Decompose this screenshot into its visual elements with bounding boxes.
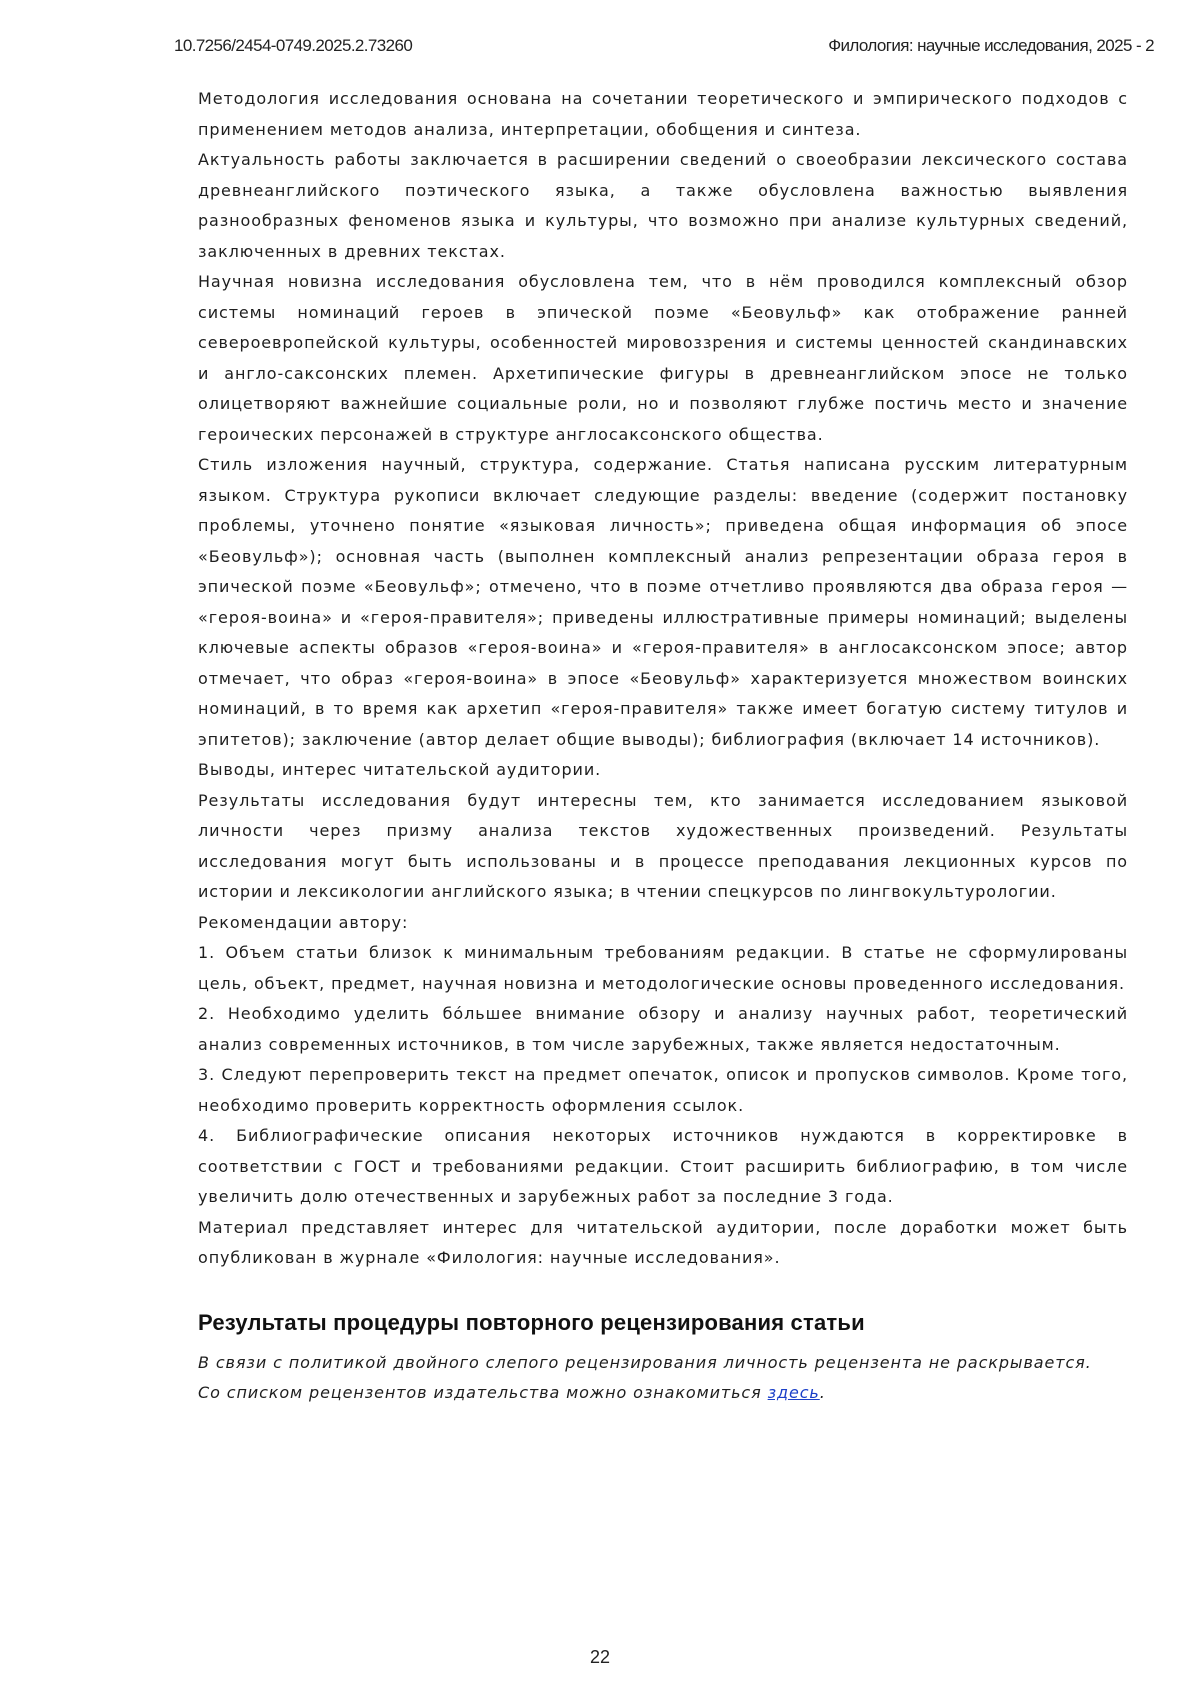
recommendation-item: 3. Следуют перепроверить текст на предмет опечаток, описок и пропусков символов. Кроме того, необходимо проверить корректность оформления ссылок. — [198, 1065, 1128, 1115]
recommendation-item: 2. Необходимо уделить бóльшее внимание обзору и анализу научных работ, теоретический анализ современных источников, в том числе зарубежных, также является недостаточным. — [198, 1004, 1128, 1054]
review-note-block — [198, 1348, 1128, 1409]
paragraph-final-verdict: Материал представляет интерес для читательской аудитории, после доработки может быть опубликован в журнале «Филология: научные исследования». — [198, 1217, 1128, 1267]
paragraph-results-interest: Результаты исследования будут интересны тем, кто занимается исследованием языковой личности через призму анализа текстов художественных произведений. Результаты исследования могут быть использованы и в процессе преподавания лекционных курсов по истории и лексикологии английского языка; в чтении спецкурсов по лингвокультурологии. — [198, 790, 1128, 901]
paragraph-conclusions-heading: Выводы, интерес читательской аудитории. — [198, 760, 602, 779]
doi-text: 10.7256/2454-0749.2025.2.73260 — [174, 36, 413, 55]
blind-review-note: В связи с политикой двойного слепого рецензирования личность рецензента не раскрывается. — [198, 1352, 1092, 1372]
paragraph-style-structure: Стиль изложения научный, структура, содержание. Статья написана русским литературным языком. Структура рукописи включает следующие разделы: введение (содержит постановку проблемы, уточнено понятие «языковая личность»; приведена общая информация об эпосе «Беовульф»); основная часть (выполнен комплексный анализ репрезентации образа героя в эпической поэме «Беовульф»; отмечено, что в поэме отчетливо проявляются два образа героя — «героя-воина» и «героя-правителя»; приведены иллюстративные примеры номинаций; выделены ключевые аспекты образов «героя-воина» и «героя-правителя» в англосаксонском эпосе; автор отмечает, что образ «героя-воина» в эпосе «Беовульф» характеризуется множеством воинских номинаций, в то время как архетип «героя-правителя» также имеет богатую систему титулов и эпитетов); заключение (автор делает общие выводы); библиография (включает 14 источников). — [198, 455, 1128, 749]
paragraph-relevance: Актуальность работы заключается в расширении сведений о своеобразии лексического состава древнеанглийского поэтического языка, а также обусловлена важностью выявления разнообразных феноменов языка и культуры, что возможно при анализе культурных сведений, заключенных в древних текстах. — [198, 150, 1128, 261]
journal-title: Филология: научные исследования, 2025 - 2 — [828, 36, 1154, 55]
main-content — [198, 84, 1128, 1409]
reviewers-suffix: . — [819, 1383, 826, 1402]
reviewers-link[interactable]: здесь — [767, 1383, 820, 1402]
reviewers-prefix: Со списком рецензентов издательства можно ознакомиться — [198, 1383, 768, 1402]
paragraph-methodology: Методология исследования основана на сочетании теоретического и эмпирического подходов с применением методов анализа, интерпретации, обобщения и синтеза. — [198, 89, 1128, 139]
page-header — [174, 36, 1154, 60]
section-title: Результаты процедуры повторного рецензирования статьи — [198, 1309, 865, 1335]
page-number: 22 — [589, 1647, 611, 1667]
recommendation-item: 1. Объем статьи близок к минимальным требованиям редакции. В статье не сформулированы цель, объект, предмет, научная новизна и методологические основы проведенного исследования. — [198, 943, 1128, 993]
paragraph-recommendations-heading: Рекомендации автору: — [198, 912, 409, 932]
recommendation-item: 4. Библиографические описания некоторых источников нуждаются в корректировке в соответствии с ГОСТ и требованиями редакции. Стоит расширить библиографию, в том числе увеличить долю отечественных и зарубежных работ за последние 3 года. — [198, 1126, 1128, 1206]
paragraph-novelty: Научная новизна исследования обусловлена тем, что в нём проводился комплексный обзор системы номинаций героев в эпической поэме «Беовульф» как отображение ранней североевропейской культуры, особенностей мировоззрения и системы ценностей скандинавских и англо-саксонских племен. Архетипические фигуры в древнеанглийском эпосе не только олицетворяют важнейшие социальные роли, но и позволяют глубже постичь место и значение героических персонажей в структуре англосаксонского общества. — [198, 272, 1128, 444]
reviewers-list-line — [198, 1378, 1128, 1409]
